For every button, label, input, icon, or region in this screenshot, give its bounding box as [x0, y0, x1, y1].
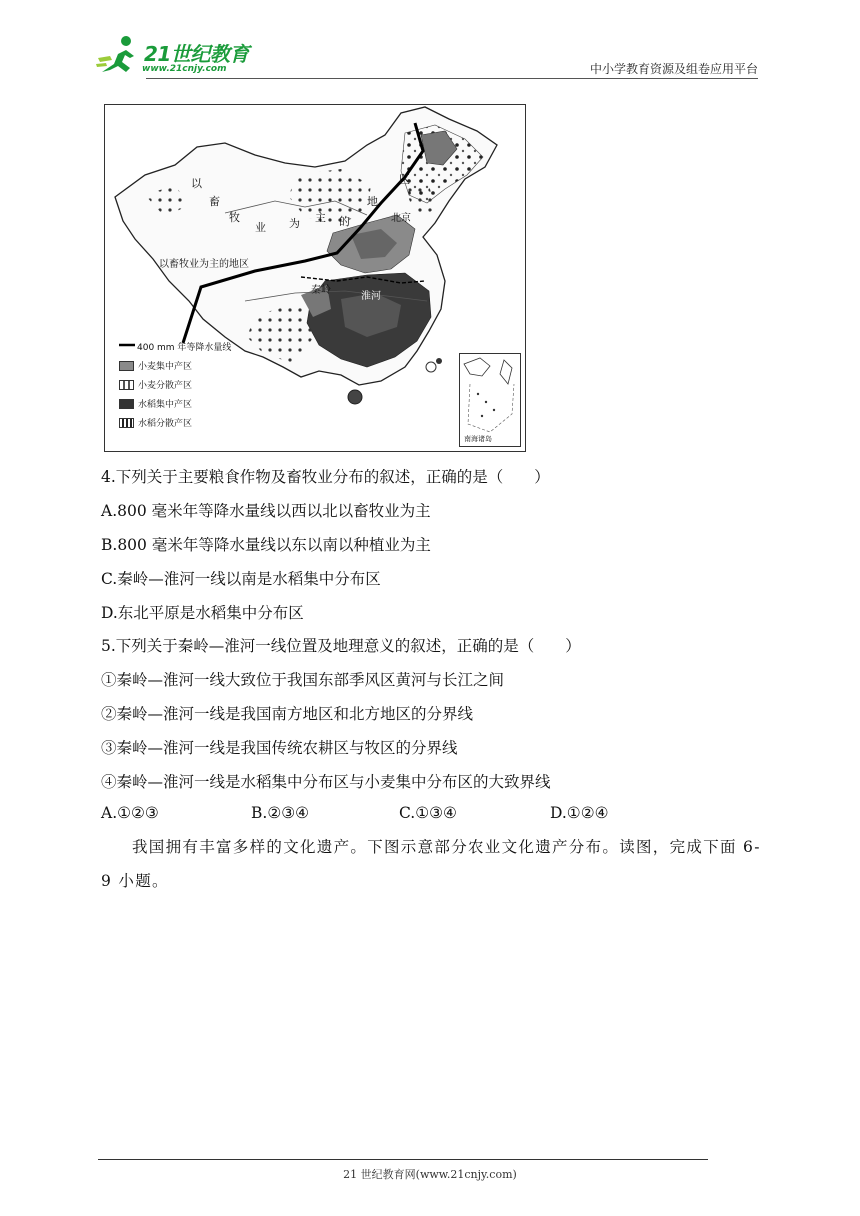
map-label-beijing: 北京 [391, 213, 411, 224]
map-label-de: 的 [339, 215, 350, 228]
legend-item-isohyet [119, 337, 231, 356]
map-label-di: 地 [367, 195, 378, 208]
legend-item-wheat-scattered [119, 375, 231, 394]
legend-label-wheat-concentrated: 小麦集中产区 [138, 362, 193, 372]
legend-label-isohyet: 400 mm 年等降水量线 [137, 343, 232, 353]
map-label-wei: 为 [289, 217, 300, 230]
south-china-sea-inset [459, 353, 521, 447]
q5-option-a: A.①②③ [101, 804, 159, 822]
header-divider [146, 78, 758, 79]
q6-9-intro: 我国拥有丰富多样的文化遗产。下图示意部分农业文化遗产分布。读图，完成下面 6-9 小题。 [101, 838, 761, 890]
legend-item-rice-concentrated [119, 394, 231, 413]
q5-option-d: D.①②④ [550, 804, 609, 822]
map-label-qinling: 秦岭 [311, 285, 331, 296]
map-label-mu: 牧 [229, 211, 240, 224]
q4-option-b: B.800 毫米年等降水量线以东以南以种植业为主 [101, 536, 431, 554]
map-label-xu: 畜 [209, 195, 220, 208]
map-label-pastoral-area: 以畜牧业为主的地区 [159, 259, 249, 270]
map-legend [119, 337, 231, 432]
map-label-qu: 区 [399, 173, 410, 186]
legend-label-rice-scattered: 水稻分散产区 [138, 419, 193, 429]
q5-statement-3: ③秦岭—淮河一线是我国传统农耕区与牧区的分界线 [101, 739, 458, 757]
q5-statement-4: ④秦岭—淮河一线是水稻集中分布区与小麦集中分布区的大致界线 [101, 773, 551, 791]
inset-drawing [460, 354, 520, 446]
q5-statement-2: ②秦岭—淮河一线是我国南方地区和北方地区的分界线 [101, 705, 474, 723]
footer-text: 21 世纪教育网(www.21cnjy.com) [343, 1168, 517, 1181]
page-header [96, 30, 758, 80]
china-agriculture-map [104, 104, 526, 452]
q4-option-a: A.800 毫米年等降水量线以西以北以畜牧业为主 [101, 502, 431, 520]
q4-option-d: D.东北平原是水稻集中分布区 [101, 604, 304, 622]
legend-label-rice-concentrated: 水稻集中产区 [138, 400, 193, 410]
logo-url: www.21cnjy.com [142, 64, 227, 74]
q5-option-c: C.①③④ [399, 804, 457, 822]
map-label-zhu: 主 [315, 211, 326, 224]
map-label-yi: 以 [191, 177, 202, 190]
q5-statement-1: ①秦岭—淮河一线大致位于我国东部季风区黄河与长江之间 [101, 671, 505, 689]
map-label-huaihe: 淮河 [361, 291, 381, 302]
footer-divider [98, 1159, 708, 1160]
map-label-ye: 业 [255, 221, 266, 234]
runner-logo-icon [96, 34, 142, 76]
legend-item-wheat-concentrated [119, 356, 231, 375]
inset-label: 南海诸岛 [464, 435, 492, 443]
logo-text: 21世纪教育 [144, 42, 249, 66]
platform-name: 中小学教育资源及组卷应用平台 [589, 62, 758, 76]
legend-item-rice-scattered [119, 413, 231, 432]
q5-stem: 5.下列关于秦岭—淮河一线位置及地理意义的叙述，正确的是（ ） [101, 637, 581, 655]
q5-option-b: B.②③④ [251, 804, 310, 822]
q4-stem: 4.下列关于主要粮食作物及畜牧业分布的叙述，正确的是（ ） [101, 468, 550, 486]
site-logo [96, 34, 266, 76]
legend-label-wheat-scattered: 小麦分散产区 [138, 381, 193, 391]
q4-option-c: C.秦岭—淮河一线以南是水稻集中分布区 [101, 570, 381, 588]
